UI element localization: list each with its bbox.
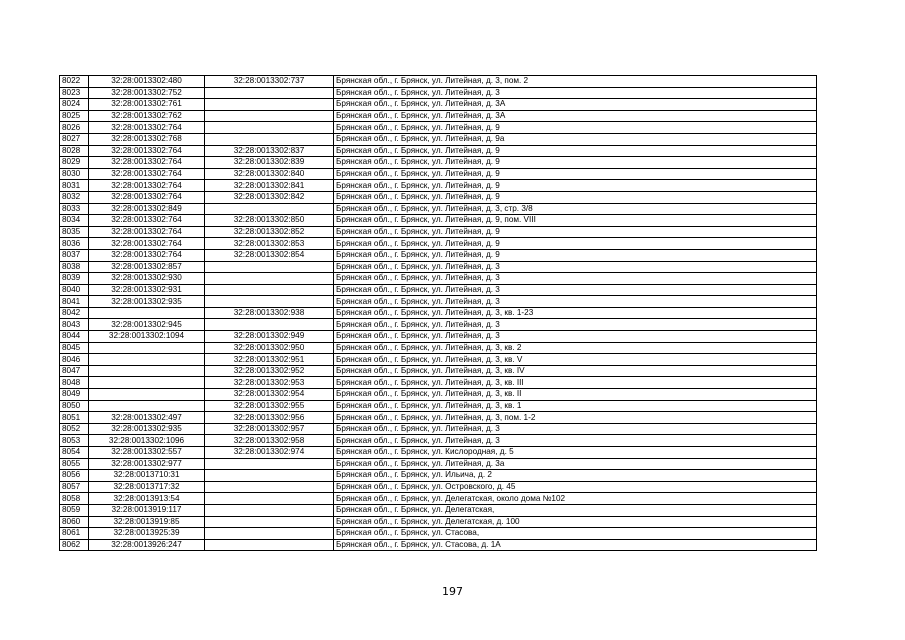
address-cell: Брянская обл., г. Брянск, ул. Литейная, д. 3 [334,331,817,343]
table-row [60,504,817,516]
object-cadastral-number-cell [205,504,334,516]
address-cell: Брянская обл., г. Брянск, ул. Литейная, д. 9 [334,168,817,180]
cadastral-number-cell [89,354,205,366]
address-cell: Брянская обл., г. Брянск, ул. Делегатская, около дома №102 [334,493,817,505]
cadastral-number-cell: 32:28:0013302:764 [89,168,205,180]
object-cadastral-number-cell [205,528,334,540]
address-cell: Брянская обл., г. Брянск, ул. Литейная, д. 3, кв. 1 [334,400,817,412]
table-row [60,191,817,203]
cadastral-number-cell [89,389,205,401]
object-cadastral-number-cell: 32:28:0013302:958 [205,435,334,447]
cadastral-number-cell: 32:28:0013302:764 [89,226,205,238]
object-cadastral-number-cell: 32:28:0013302:837 [205,145,334,157]
table-row [60,400,817,412]
object-cadastral-number-cell [205,261,334,273]
row-number-cell: 8029 [60,157,89,169]
row-number-cell: 8023 [60,87,89,99]
cadastral-number-cell: 32:28:0013302:849 [89,203,205,215]
table-row [60,365,817,377]
cadastral-number-cell: 32:28:0013302:764 [89,191,205,203]
row-number-cell: 8050 [60,400,89,412]
cadastral-number-cell: 32:28:0013302:764 [89,180,205,192]
table-row [60,273,817,285]
row-number-cell: 8056 [60,470,89,482]
object-cadastral-number-cell: 32:28:0013302:949 [205,331,334,343]
object-cadastral-number-cell: 32:28:0013302:854 [205,249,334,261]
object-cadastral-number-cell [205,296,334,308]
row-number-cell: 8033 [60,203,89,215]
row-number-cell: 8062 [60,539,89,551]
row-number-cell: 8024 [60,99,89,111]
table-row [60,296,817,308]
row-number-cell: 8036 [60,238,89,250]
address-cell: Брянская обл., г. Брянск, ул. Литейная, д. 9 [334,238,817,250]
table-row [60,481,817,493]
table-row [60,133,817,145]
table-row [60,249,817,261]
table-row [60,516,817,528]
cadastral-number-cell: 32:28:0013302:945 [89,319,205,331]
object-cadastral-number-cell: 32:28:0013302:974 [205,447,334,459]
object-cadastral-number-cell: 32:28:0013302:955 [205,400,334,412]
row-number-cell: 8030 [60,168,89,180]
row-number-cell: 8057 [60,481,89,493]
table-row [60,168,817,180]
table-row [60,226,817,238]
row-number-cell: 8055 [60,458,89,470]
address-cell: Брянская обл., г. Брянск, ул. Литейная, д. 3 [334,87,817,99]
table-row [60,377,817,389]
table-row [60,284,817,296]
object-cadastral-number-cell: 32:28:0013302:853 [205,238,334,250]
address-cell: Брянская обл., г. Брянск, ул. Островского, д. 45 [334,481,817,493]
object-cadastral-number-cell [205,481,334,493]
cadastral-number-cell: 32:28:0013302:764 [89,238,205,250]
cadastral-number-cell: 32:28:0013919:85 [89,516,205,528]
cadastral-number-cell: 32:28:0013302:935 [89,296,205,308]
address-cell: Брянская обл., г. Брянск, ул. Литейная, д. 3 [334,423,817,435]
address-cell: Брянская обл., г. Брянск, ул. Литейная, д. 9 [334,180,817,192]
row-number-cell: 8037 [60,249,89,261]
cadastral-number-cell: 32:28:0013302:935 [89,423,205,435]
row-number-cell: 8040 [60,284,89,296]
row-number-cell: 8022 [60,76,89,88]
table-row [60,157,817,169]
object-cadastral-number-cell: 32:28:0013302:852 [205,226,334,238]
address-cell: Брянская обл., г. Брянск, ул. Литейная, д. 9а [334,133,817,145]
object-cadastral-number-cell: 32:28:0013302:950 [205,342,334,354]
cadastral-number-cell: 32:28:0013919:117 [89,504,205,516]
address-cell: Брянская обл., г. Брянск, ул. Литейная, д. 3, кв. IV [334,365,817,377]
object-cadastral-number-cell: 32:28:0013302:957 [205,423,334,435]
table-row [60,342,817,354]
object-cadastral-number-cell: 32:28:0013302:840 [205,168,334,180]
cadastral-number-cell: 32:28:0013302:931 [89,284,205,296]
cadastral-number-cell: 32:28:0013302:497 [89,412,205,424]
row-number-cell: 8054 [60,447,89,459]
object-cadastral-number-cell: 32:28:0013302:850 [205,215,334,227]
address-cell: Брянская обл., г. Брянск, ул. Кислородная, д. 5 [334,447,817,459]
table-row [60,238,817,250]
object-cadastral-number-cell: 32:28:0013302:839 [205,157,334,169]
cadastral-number-cell: 32:28:0013302:977 [89,458,205,470]
table-row [60,389,817,401]
object-cadastral-number-cell: 32:28:0013302:953 [205,377,334,389]
object-cadastral-number-cell [205,284,334,296]
cadastral-number-cell: 32:28:0013302:768 [89,133,205,145]
object-cadastral-number-cell: 32:28:0013302:842 [205,191,334,203]
row-number-cell: 8028 [60,145,89,157]
address-cell: Брянская обл., г. Брянск, ул. Стасова, д. 1А [334,539,817,551]
row-number-cell: 8047 [60,365,89,377]
object-cadastral-number-cell [205,99,334,111]
table-row [60,354,817,366]
table-row [60,423,817,435]
cadastral-number-cell: 32:28:0013913:54 [89,493,205,505]
row-number-cell: 8049 [60,389,89,401]
table-row [60,180,817,192]
table-row [60,110,817,122]
table-row [60,307,817,319]
cadastral-number-cell: 32:28:0013302:761 [89,99,205,111]
cadastral-number-cell: 32:28:0013302:480 [89,76,205,88]
address-cell: Брянская обл., г. Брянск, ул. Литейная, д. 3, кв. 1-23 [334,307,817,319]
row-number-cell: 8026 [60,122,89,134]
cadastral-number-cell: 32:28:0013302:930 [89,273,205,285]
object-cadastral-number-cell: 32:28:0013302:954 [205,389,334,401]
address-cell: Брянская обл., г. Брянск, ул. Литейная, д. 3, пом. 1-2 [334,412,817,424]
object-cadastral-number-cell [205,203,334,215]
address-cell: Брянская обл., г. Брянск, ул. Литейная, д. 3, кв. III [334,377,817,389]
table-row [60,145,817,157]
row-number-cell: 8061 [60,528,89,540]
table-row [60,493,817,505]
table-row [60,331,817,343]
table-row [60,261,817,273]
row-number-cell: 8043 [60,319,89,331]
address-cell: Брянская обл., г. Брянск, ул. Литейная, д. 9 [334,122,817,134]
address-cell: Брянская обл., г. Брянск, ул. Делегатская, [334,504,817,516]
cadastral-number-cell [89,342,205,354]
address-cell: Брянская обл., г. Брянск, ул. Стасова, [334,528,817,540]
row-number-cell: 8027 [60,133,89,145]
table-row [60,76,817,88]
row-number-cell: 8060 [60,516,89,528]
table-row [60,122,817,134]
table-row [60,458,817,470]
table-row [60,215,817,227]
row-number-cell: 8053 [60,435,89,447]
row-number-cell: 8044 [60,331,89,343]
object-cadastral-number-cell [205,133,334,145]
cadastral-number-cell: 32:28:0013302:1096 [89,435,205,447]
address-cell: Брянская обл., г. Брянск, ул. Литейная, д. 3 [334,319,817,331]
cadastral-number-cell: 32:28:0013710:31 [89,470,205,482]
row-number-cell: 8046 [60,354,89,366]
object-cadastral-number-cell [205,87,334,99]
table-row [60,203,817,215]
row-number-cell: 8025 [60,110,89,122]
row-number-cell: 8058 [60,493,89,505]
row-number-cell: 8032 [60,191,89,203]
address-cell: Брянская обл., г. Брянск, ул. Литейная, д. 3 [334,435,817,447]
cadastral-number-cell: 32:28:0013302:764 [89,145,205,157]
row-number-cell: 8048 [60,377,89,389]
row-number-cell: 8052 [60,423,89,435]
address-cell: Брянская обл., г. Брянск, ул. Ильича, д. 2 [334,470,817,482]
object-cadastral-number-cell: 32:28:0013302:938 [205,307,334,319]
page-number: 197 [442,585,463,598]
cadastral-number-cell: 32:28:0013302:764 [89,215,205,227]
row-number-cell: 8035 [60,226,89,238]
object-cadastral-number-cell: 32:28:0013302:737 [205,76,334,88]
cadastral-number-cell: 32:28:0013926:247 [89,539,205,551]
object-cadastral-number-cell [205,516,334,528]
cadastral-number-cell: 32:28:0013302:752 [89,87,205,99]
cadastral-number-cell: 32:28:0013925:39 [89,528,205,540]
address-cell: Брянская обл., г. Брянск, ул. Литейная, д. 9 [334,249,817,261]
address-cell: Брянская обл., г. Брянск, ул. Литейная, д. 9, пом. VIII [334,215,817,227]
table-row [60,447,817,459]
address-cell: Брянская обл., г. Брянск, ул. Литейная, д. 3, пом. 2 [334,76,817,88]
object-cadastral-number-cell [205,470,334,482]
row-number-cell: 8051 [60,412,89,424]
cadastral-number-cell: 32:28:0013302:764 [89,122,205,134]
table-row [60,319,817,331]
row-number-cell: 8041 [60,296,89,308]
table-row [60,539,817,551]
object-cadastral-number-cell: 32:28:0013302:952 [205,365,334,377]
address-cell: Брянская обл., г. Брянск, ул. Литейная, д. 3 [334,261,817,273]
cadastral-number-cell [89,307,205,319]
row-number-cell: 8059 [60,504,89,516]
cadastral-number-cell: 32:28:0013302:1094 [89,331,205,343]
table-row [60,412,817,424]
row-number-cell: 8039 [60,273,89,285]
cadastral-table [59,75,817,551]
table-row [60,99,817,111]
cadastral-number-cell: 32:28:0013302:764 [89,157,205,169]
object-cadastral-number-cell [205,110,334,122]
row-number-cell: 8038 [60,261,89,273]
cadastral-number-cell [89,365,205,377]
table-row [60,470,817,482]
object-cadastral-number-cell: 32:28:0013302:956 [205,412,334,424]
object-cadastral-number-cell [205,273,334,285]
address-cell: Брянская обл., г. Брянск, ул. Литейная, д. 9 [334,226,817,238]
row-number-cell: 8045 [60,342,89,354]
address-cell: Брянская обл., г. Брянск, ул. Литейная, д. 9 [334,191,817,203]
address-cell: Брянская обл., г. Брянск, ул. Литейная, д. 3а [334,458,817,470]
address-cell: Брянская обл., г. Брянск, ул. Делегатская, д. 100 [334,516,817,528]
cadastral-number-cell: 32:28:0013717:32 [89,481,205,493]
cadastral-number-cell: 32:28:0013302:762 [89,110,205,122]
object-cadastral-number-cell [205,122,334,134]
table-row [60,87,817,99]
address-cell: Брянская обл., г. Брянск, ул. Литейная, д. 3, кв. II [334,389,817,401]
row-number-cell: 8031 [60,180,89,192]
address-cell: Брянская обл., г. Брянск, ул. Литейная, д. 3 [334,284,817,296]
row-number-cell: 8034 [60,215,89,227]
cadastral-number-cell: 32:28:0013302:557 [89,447,205,459]
address-cell: Брянская обл., г. Брянск, ул. Литейная, д. 3А [334,110,817,122]
address-cell: Брянская обл., г. Брянск, ул. Литейная, д. 3А [334,99,817,111]
cadastral-number-cell: 32:28:0013302:857 [89,261,205,273]
cadastral-number-cell [89,400,205,412]
object-cadastral-number-cell: 32:28:0013302:951 [205,354,334,366]
table-body [60,76,817,551]
object-cadastral-number-cell [205,458,334,470]
cadastral-number-cell: 32:28:0013302:764 [89,249,205,261]
object-cadastral-number-cell [205,539,334,551]
row-number-cell: 8042 [60,307,89,319]
address-cell: Брянская обл., г. Брянск, ул. Литейная, д. 3, стр. 3/8 [334,203,817,215]
table-row [60,435,817,447]
object-cadastral-number-cell [205,493,334,505]
address-cell: Брянская обл., г. Брянск, ул. Литейная, д. 3, кв. 2 [334,342,817,354]
object-cadastral-number-cell [205,319,334,331]
address-cell: Брянская обл., г. Брянск, ул. Литейная, д. 9 [334,145,817,157]
object-cadastral-number-cell: 32:28:0013302:841 [205,180,334,192]
address-cell: Брянская обл., г. Брянск, ул. Литейная, д. 3 [334,296,817,308]
address-cell: Брянская обл., г. Брянск, ул. Литейная, д. 3, кв. V [334,354,817,366]
address-cell: Брянская обл., г. Брянск, ул. Литейная, д. 9 [334,157,817,169]
cadastral-number-cell [89,377,205,389]
table-row [60,528,817,540]
address-cell: Брянская обл., г. Брянск, ул. Литейная, д. 3 [334,273,817,285]
